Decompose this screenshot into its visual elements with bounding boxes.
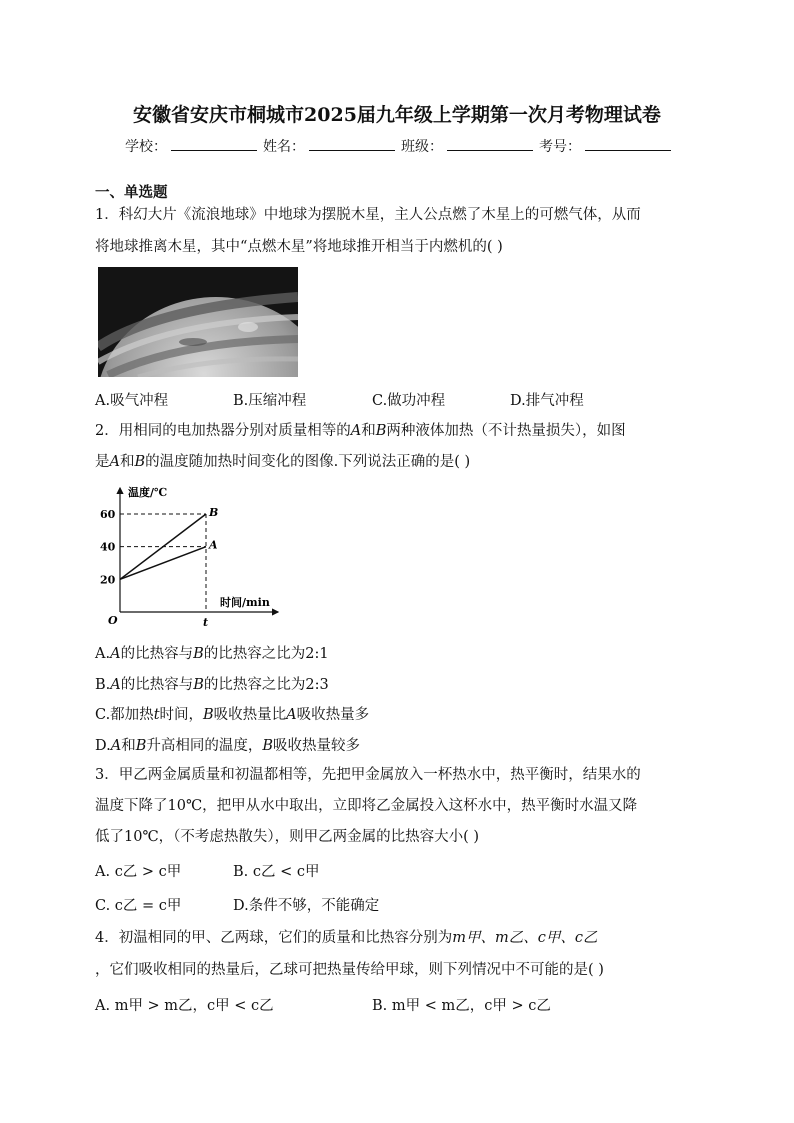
exam-number-blank [585,136,671,151]
q2-var-a: A [110,738,122,754]
q2-line1 [95,421,700,441]
q2-option-c [95,703,369,724]
q2-option-d-text: 升高相同的温度， [146,738,263,754]
q2-option-a-text: 的比热容与 [120,646,194,662]
q1-option-c: C.做功冲程 [372,393,446,409]
q2-option-a-text: 的比热容之比为2:1 [203,646,329,662]
name-label: 姓名： [263,139,305,155]
q2-option-c-text: C.都加热 [95,707,154,723]
x-axis-label: 时间/min [220,596,270,609]
q2-line1-text: 和 [361,423,376,439]
q2-line1-text: 两种液体加热（不计热量损失），如图 [386,423,626,439]
q2-var-t: t [153,707,160,723]
q3-line2: 温度下降了10℃，把甲从水中取出，立即将乙金属投入这杯水中，热平衡时水温又降 [95,798,638,814]
q2-option-d-text: D. [95,738,111,754]
origin-label: O [108,614,118,627]
q3-option-d: D.条件不够，不能确定 [233,898,380,914]
q3-line3: 低了10℃，（不考虑热散失），则甲乙两金属的比热容大小( ) [95,829,480,845]
class-label: 班级： [401,139,443,155]
q2-option-a-text: A. [95,646,111,662]
y-axis-label: 温度/℃ [128,486,168,499]
q1-line1: 1．科幻大片《流浪地球》中地球为摆脱木星，主人公点燃了木星上的可燃气体，从而 [95,207,641,223]
series-label-A: A [209,538,218,552]
series-line-A [120,547,206,580]
x-tick-label-t: t [203,616,209,628]
school-label: 学校： [125,139,167,155]
q1-option-d: D.排气冲程 [510,393,584,409]
q4-line1 [95,928,700,948]
q1-option-a: A.吸气冲程 [95,393,169,409]
q2-var-a: A [110,677,121,693]
q2-var-b: B [134,454,146,470]
q2-var-a: A [350,423,362,439]
q1-option-b: B.压缩冲程 [233,393,307,409]
q2-option-a [95,642,329,663]
q2-var-a: A [110,646,121,662]
q2-option-b-text: 的比热容与 [120,677,194,693]
q2-line2-text: 和 [119,454,135,470]
q2-var-b: B [193,646,204,662]
q2-option-c-text: 时间， [159,707,204,723]
q2-var-a: A [286,707,297,723]
q4-math: m甲、m乙、c甲、c乙 [452,930,598,946]
q2-line2 [95,452,700,472]
name-blank [309,136,395,151]
q2-line2-text: 的温度随加热时间变化的图像.下列说法正确的是( ) [145,454,471,470]
q2-line1-text: 2．用相同的电加热器分别对质量相等的 [95,423,351,439]
q2-option-b-text: 的比热容之比为2:3 [203,677,329,693]
jupiter-image [98,267,298,377]
q1-line2: 将地球推离木星，其中“点燃木星”将地球推开相当于内燃机的( ) [95,239,503,255]
q4-line2: ，它们吸收相同的热量后，乙球可把热量传给甲球，则下列情况中不可能的是( ) [95,962,604,978]
q2-var-a: A [109,454,120,470]
q4-option-b: B. m甲 < m乙，c甲 > c乙 [372,998,551,1014]
q2-option-d [95,734,360,755]
q4-line1-text: 4．初温相同的甲、乙两球，它们的质量和比热容分别为 [95,930,453,946]
q2-option-c-text: 吸收热量比 [213,707,287,723]
y-tick-label-40: 40 [100,540,116,554]
temperature-time-chart [98,478,298,628]
q2-var-b: B [193,677,204,693]
exam-number-label: 考号： [539,139,581,155]
q2-var-b: B [262,738,274,754]
q2-option-d-text: 和 [121,738,136,754]
series-label-B: B [209,506,219,519]
q3-option-b: B. c乙 < c甲 [233,864,320,880]
section-heading: 一、单选题 [95,184,168,201]
class-blank [447,136,533,151]
q2-var-b: B [375,423,387,439]
page-title: 安徽省安庆市桐城市2025届九年级上学期第一次月考物理试卷 [133,104,661,126]
student-info-row [125,136,677,156]
q2-var-b: B [203,707,214,723]
q4-option-a: A. m甲 > m乙，c甲 < c乙 [95,998,274,1014]
y-tick-label-60: 60 [100,508,116,521]
q2-option-c-text: 吸收热量多 [296,707,370,723]
q2-var-b: B [135,738,147,754]
y-tick-label-20: 20 [100,573,116,587]
q3-option-a: A. c乙 > c甲 [95,864,182,880]
q2-line2-text: 是 [95,454,110,470]
q3-line1: 3．甲乙两金属质量和初温都相等，先把甲金属放入一杯热水中，热平衡时，结果水的 [95,767,641,783]
q3-option-c: C. c乙 = c甲 [95,898,182,914]
q2-option-d-text: 吸收热量较多 [273,738,361,754]
q2-option-b-text: B. [95,677,111,693]
school-blank [171,136,257,151]
q2-option-b [95,673,329,694]
